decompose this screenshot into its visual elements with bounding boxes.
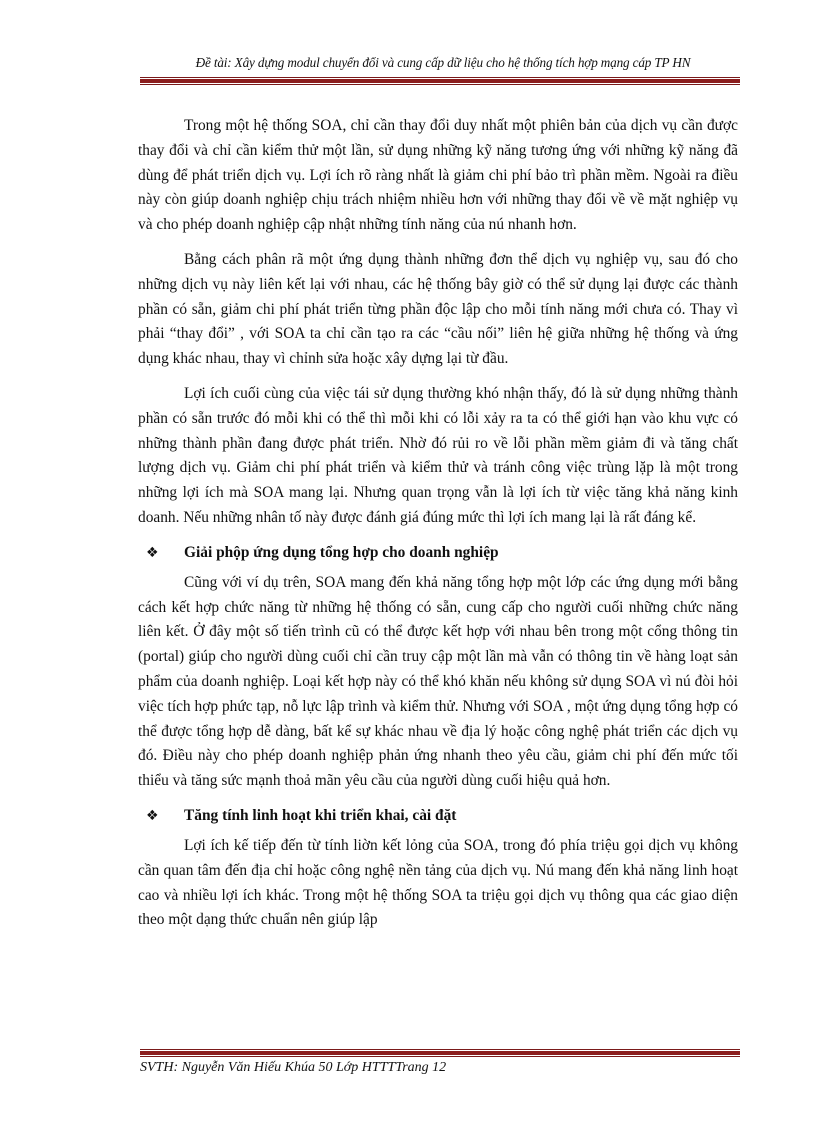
header-rule-thin-lower <box>140 84 740 85</box>
diamond-bullet-icon: ❖ <box>146 807 159 824</box>
footer-rule-thin <box>140 1049 740 1050</box>
footer-rule-thin-lower <box>140 1056 740 1057</box>
paragraph-3: Lợi ích cuối cùng của việc tái sử dụng thường khó nhận thấy, đó là sử dụng những thành phần có sẵn trước đó mỗi khi có thể thì mỗi khi có lỗi xảy ra ta có thể giới hạn vào khu vực có những thành phần đang được phát triển. Nhờ đó rủi ro về lỗi phần mềm giảm đi và tăng chất lượng dịch vụ. Giảm chi phí phát triển và kiểm thử và tránh công việc trùng lặp là một trong những lợi ích mà SOA mang lại. Nhưng quan trọng vẫn là lợi ích từ việc tăng khả năng kinh doanh. Nếu những nhân tố này được đánh giá đúng mức thì lợi ích mang lại là rất đáng kể. <box>138 384 738 526</box>
header-rule-thick <box>140 79 740 83</box>
paragraph-5: Lợi ích kế tiếp đến từ tính liờn kết lỏng của SOA, trong đó phía triệu gọi dịch vụ không cần quan tâm đến địa chỉ hoặc công nghệ nền tảng của dịch vụ. Nú mang đến khả năng linh hoạt cao và nhiều lợi ích khác. Trong một hệ thống SOA ta triệu gọi dịch vụ thông qua các giao diện theo một dạng thức chuẩn nên giúp lập <box>138 836 738 929</box>
page-header: Đề tài: Xây dựng modul chuyển đổi và cung cấp dữ liệu cho hệ thống tích hợp mạng cáp TP HN <box>195 55 691 70</box>
paragraph-2: Bằng cách phân rã một ứng dụng thành những đơn thể dịch vụ nghiệp vụ, sau đó cho những dịch vụ này liên kết lại với nhau, các hệ thống bây giờ có thể sử dụng lại được các thành phần có sẵn, giảm chi phí phát triển từng phần độc lập cho mỗi tính năng mới chưa có. Thay vì phải “thay đổi” , với SOA ta chỉ cần tạo ra các “cầu nối” liên hệ giữa những hệ thống và ứng dụng khác nhau, thay vì chỉnh sửa hoặc xây dựng lại từ đầu. <box>138 250 738 368</box>
section-heading-flexibility <box>138 804 738 828</box>
page-footer: SVTH: Nguyễn Văn Hiếu Khúa 50 Lớp HTTTTrang 12 <box>140 1060 447 1075</box>
paragraph-4: Cũng với ví dụ trên, SOA mang đến khả năng tổng hợp một lớp các ứng dụng mới bằng cách kết hợp chức năng từ những hệ thống có sẵn, cung cấp cho người cuối những chức năng liên kết. Ở đây một số tiến trình cũ có thể được kết hợp với nhau bên trong một cổng thông tin (portal) giúp cho người dùng cuối chỉ cần truy cập một lần mà vẫn có thông tin về hàng loạt sản phẩm của doanh nghiệp. Loại kết hợp này có thể khó khăn nếu không sử dụng SOA vì nú đòi hỏi việc tích hợp phức tạp, nỗ lực lập trình và kiểm thử. Nhưng với SOA , một ứng dụng tổng hợp có thể được tổng hợp dễ dàng, bất kể sự khác nhau về địa lý hoặc công nghệ phát triển các dịch vụ đó. Điều này cho phép doanh nghiệp phản ứng nhanh theo yêu cầu, giảm chi phí đến mức tối thiểu và tăng sức mạnh thoả mãn yêu cầu của người dùng cuối hiệu quả hơn. <box>138 573 738 790</box>
diamond-bullet-icon: ❖ <box>146 544 159 561</box>
paragraph-1: Trong một hệ thống SOA, chỉ cần thay đổi duy nhất một phiên bản của dịch vụ cần được thay đổi và chỉ cần kiểm thử một lần, sử dụng những kỹ năng tương ứng với những kỹ năng đã dùng để phát triển dịch vụ. Lợi ích rõ ràng nhất là giảm chi phí bảo trì phần mềm. Ngoài ra điều này còn giúp doanh nghiệp chịu trách nhiệm nhiều hơn với những thay đổi về về mặt nghiệp vụ và cho phép doanh nghiệp cập nhật những tính năng của nú nhanh hơn. <box>138 117 738 234</box>
header-rule-thin <box>140 77 740 78</box>
section-heading-composite-apps <box>138 541 738 565</box>
section-heading-text: Tăng tính linh hoạt khi triển khai, cài đặt <box>184 806 457 824</box>
section-heading-text: Giải phộp ứng dụng tổng hợp cho doanh nghiệp <box>184 543 499 561</box>
footer-rule-thick <box>140 1051 740 1055</box>
document-body <box>138 114 738 943</box>
